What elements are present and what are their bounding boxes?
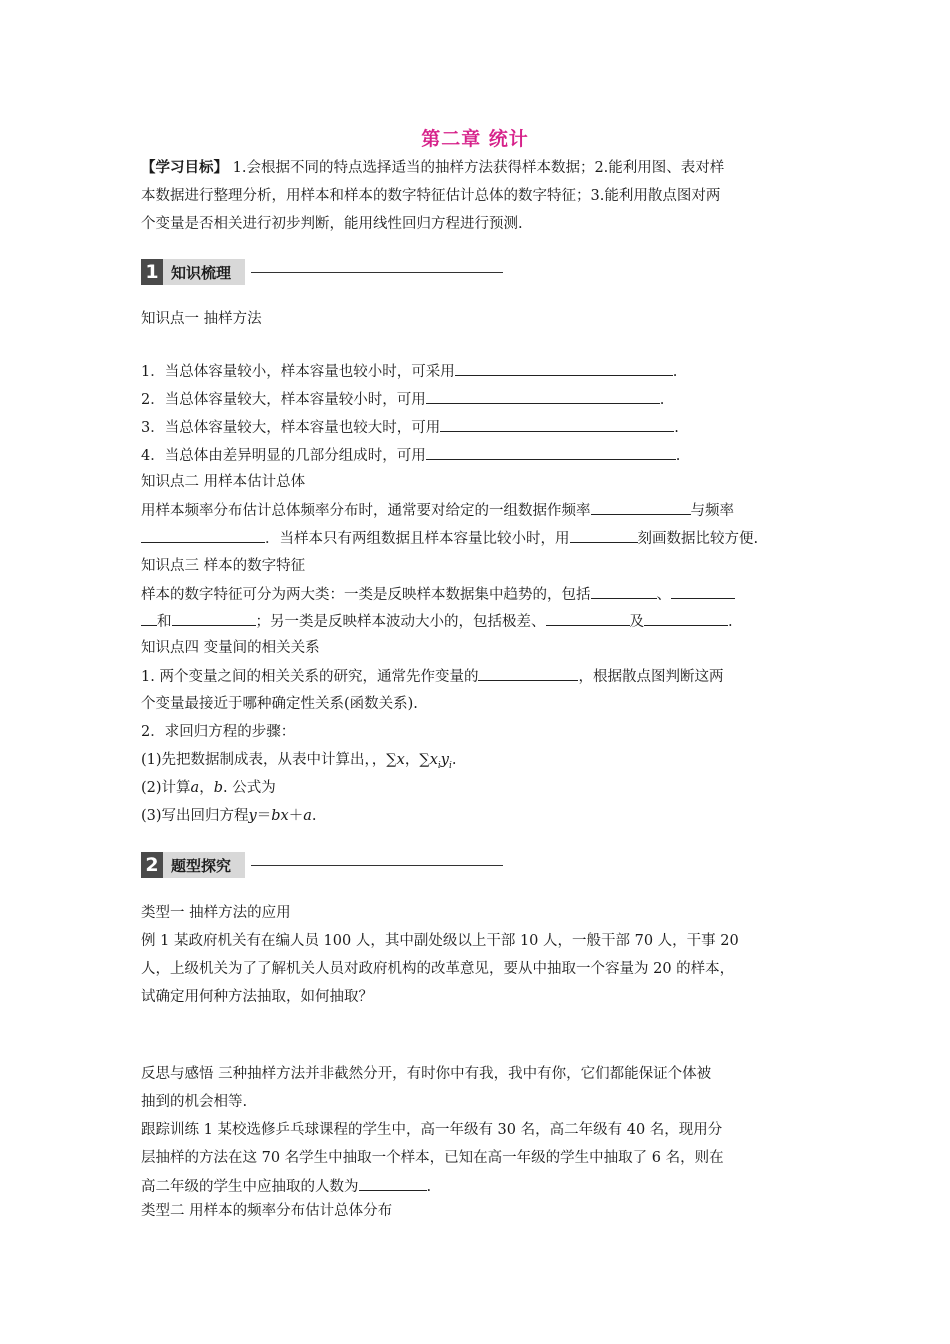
k4-line-2: 个变量最接近于哪种确定性关系(函数关系). <box>141 696 418 712</box>
k4-line-6: (3)写出回归方程y＝bx＋a. <box>141 808 317 824</box>
type-heading-2: 类型二 用样本的频率分布估计总体分布 <box>141 1203 393 1219</box>
fill-blank[interactable] <box>426 445 676 460</box>
goal-line-2: 本数据进行整理分析，用样本和样本的数字特征估计总体的数字特征；3.能利用散点图对两 <box>141 188 721 204</box>
fill-blank[interactable] <box>478 666 578 681</box>
k1-item-3: 3．当总体容量较大，样本容量也较大时，可用 . <box>141 417 679 438</box>
fill-blank[interactable] <box>546 611 630 626</box>
knowledge-heading-2: 知识点二 用样本估计总体 <box>141 474 306 490</box>
fill-blank[interactable] <box>440 417 674 432</box>
example-line-3: 试确定用何种方法抽取，如何抽取？ <box>141 989 373 1005</box>
example-line-2: 人，上级机关为了了解机关人员对政府机构的改革意见，要从中抽取一个容量为 20 的样本， <box>141 961 735 977</box>
fill-blank[interactable] <box>671 584 735 599</box>
fill-blank[interactable] <box>570 528 638 543</box>
fill-blank[interactable] <box>426 389 660 404</box>
knowledge-heading-3: 知识点三 样本的数字特征 <box>141 558 306 574</box>
fill-blank[interactable] <box>141 611 157 626</box>
fill-blank[interactable] <box>172 611 256 626</box>
knowledge-heading-1: 知识点一 抽样方法 <box>141 311 262 327</box>
type-heading-1: 类型一 抽样方法的应用 <box>141 905 291 921</box>
section-number: 1 <box>141 259 163 285</box>
chapter-title: 第二章 统计 <box>421 128 529 150</box>
goal-line-1: 【学习目标】 1.会根据不同的特点选择适当的抽样方法获得样本数据；2.能利用图、表对样 <box>141 159 725 176</box>
section-label: 题型探究 <box>163 852 245 878</box>
tracking-line-2: 层抽样的方法在这 70 名学生中抽取一个样本，已知在高一年级的学生中抽取了 6 名，则在 <box>141 1150 724 1166</box>
tracking-line-1: 跟踪训练 1 某校选修乒乓球课程的学生中，高一年级有 30 名，高二年级有 40 名，现用分 <box>141 1122 723 1138</box>
tracking-line-3: 高二年级的学生中应抽取的人数为 . <box>141 1176 431 1197</box>
k4-line-3: 2．求回归方程的步骤： <box>141 724 296 740</box>
section-header-2 <box>141 852 503 878</box>
fill-blank[interactable] <box>141 528 265 543</box>
example-line-1: 例 1 某政府机关有在编人员 100 人，其中副处级以上干部 10 人，一般干部 70 人，干事 20 <box>141 933 739 949</box>
section-rule <box>251 272 503 273</box>
goal-line-3: 个变量是否相关进行初步判断，能用线性回归方程进行预测. <box>141 216 523 232</box>
k2-line-2: ．当样本只有两组数据且样本容量比较小时，用 刻画数据比较方便. <box>141 528 758 549</box>
section-rule <box>251 865 503 866</box>
k1-item-2: 2．当总体容量较大，样本容量较小时，可用 . <box>141 389 664 410</box>
k4-line-4: (1)先把数据制成表，从表中计算出，，∑x，$\sum x_iy_i$. <box>141 752 457 771</box>
fill-blank[interactable] <box>591 500 691 515</box>
k3-line-2: 和 ；另一类是反映样本波动大小的，包括极差、 及 . <box>141 611 733 632</box>
section-header-1 <box>141 259 503 285</box>
goal-label: 【学习目标】 <box>141 159 228 176</box>
fill-blank[interactable] <box>644 611 728 626</box>
k4-line-1: 1. 两个变量之间的相关关系的研究，通常先作变量的 ，根据散点图判断这两 <box>141 666 723 687</box>
section-number: 2 <box>141 852 163 878</box>
fill-blank[interactable] <box>455 361 673 376</box>
reflection-line-2: 抽到的机会相等. <box>141 1094 248 1110</box>
section-label: 知识梳理 <box>163 259 245 285</box>
knowledge-heading-4: 知识点四 变量间的相关关系 <box>141 640 320 656</box>
k1-item-1: 1．当总体容量较小，样本容量也较小时，可采用 . <box>141 361 677 382</box>
k3-line-1: 样本的数字特征可分为两大类：一类是反映样本数据集中趋势的，包括 、 <box>141 584 735 605</box>
fill-blank[interactable] <box>359 1176 427 1191</box>
k2-line-1: 用样本频率分布估计总体频率分布时，通常要对给定的一组数据作频率 与频率 <box>141 500 734 521</box>
fill-blank[interactable] <box>591 584 657 599</box>
reflection-line-1: 反思与感悟 三种抽样方法并非截然分开，有时你中有我，我中有你，它们都能保证个体被 <box>141 1066 712 1082</box>
k1-item-4: 4．当总体由差异明显的几部分组成时，可用 . <box>141 445 680 466</box>
k4-line-5: (2)计算a，b. 公式为 <box>141 780 276 796</box>
